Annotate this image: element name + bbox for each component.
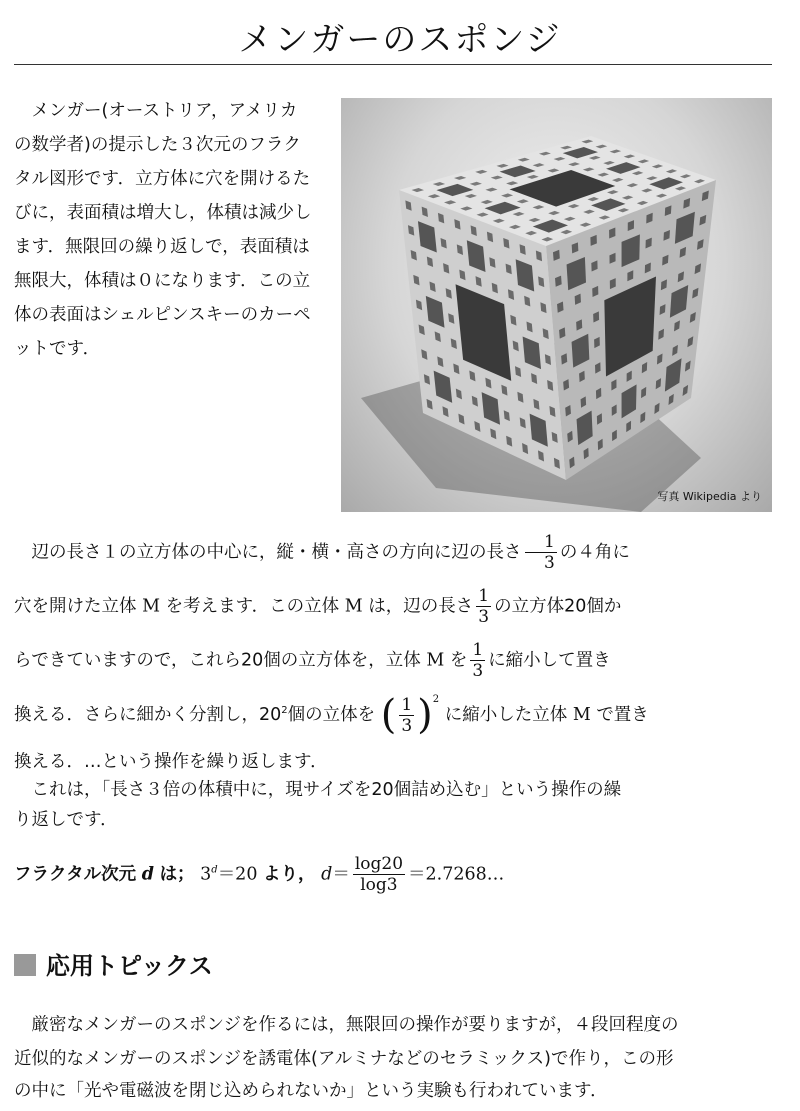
body-line-6: これは，「長さ３倍の体積中に，現サイズを20個詰め込む」という操作の繰 xyxy=(31,780,622,800)
menger-cube-illustration xyxy=(341,98,772,512)
body-line-4: 換える．さらに細かく分割し，$20^2$個の立体を ( $\frac{1}{3}$ )$^2$ に縮小した立体 M で置き xyxy=(14,692,649,738)
log-fraction: $\frac{\log 20}{\log 3}$ xyxy=(354,854,404,895)
body-line-1 xyxy=(14,532,774,573)
menger-sponge-photo xyxy=(341,98,772,512)
intro-paragraph: メンガー(オーストリア，アメリカの数学者)の提示した３次元のフラクタル図形です．立方体に穴を開けるたびに，表面積は増大し，体積は減少します．無限回の繰り返しで，表面積は無限大，体積は０になります．この立体の表面はシェルピンスキーのカーペットです． xyxy=(14,101,312,359)
symbol-M: M xyxy=(572,705,591,725)
square-bullet-icon xyxy=(14,954,36,976)
fraction-one-third: $\frac{1}{3}$ xyxy=(525,532,557,573)
body-line-2: 穴を開けた立体 M を考えます．この立体 M は，辺の長さ $\frac{1}{3}$ の立方体20個か xyxy=(14,586,622,627)
symbol-M: M xyxy=(344,596,363,617)
body-text: の４角に xyxy=(559,542,630,563)
fractal-dimension-formula: フラクタル次元 d は； $3^d=20$ より， d＝ $\frac{\log 20}{\log 3}$ ＝2.7268… xyxy=(14,854,505,895)
fraction-one-third: $\frac{1}{3}$ xyxy=(401,694,413,736)
topics-line-1: 厳密なメンガーのスポンジを作るには，無限回の操作が要りますが，４段回程度の xyxy=(31,1015,679,1035)
symbol-M: M xyxy=(142,596,160,617)
body-text: 辺の長さ１の立方体の中心に，縦・横・高さの方向に辺の長さ xyxy=(31,542,522,563)
title-rule xyxy=(14,64,772,65)
page-title: メンガーのスポンジ xyxy=(238,20,562,60)
photo-credit: 写真 Wikipedia より xyxy=(657,490,762,503)
fraction-one-third: $\frac{1}{3}$ xyxy=(478,586,490,627)
fraction-one-third: $\frac{1}{3}$ xyxy=(472,640,484,681)
body-line-5: 換える．…という操作を繰り返します． xyxy=(14,752,328,772)
symbol-M: M xyxy=(426,650,445,671)
topics-line-3: の中に「光や電磁波を閉じ込められないか」という実験も行われています． xyxy=(14,1081,608,1101)
exponent-two: 2 xyxy=(432,694,440,705)
topics-line-2: 近似的なメンガーのスポンジを誘電体(アルミナなどのセラミックス)で作り，この形 xyxy=(14,1049,674,1069)
body-line-3: らできていますので，これら20個の立方体を，立体 M を $\frac{1}{3}$ に縮小して置き xyxy=(14,640,611,681)
body-line-7: り返しです． xyxy=(14,810,118,830)
section-heading: 応用トピックス xyxy=(14,946,213,981)
